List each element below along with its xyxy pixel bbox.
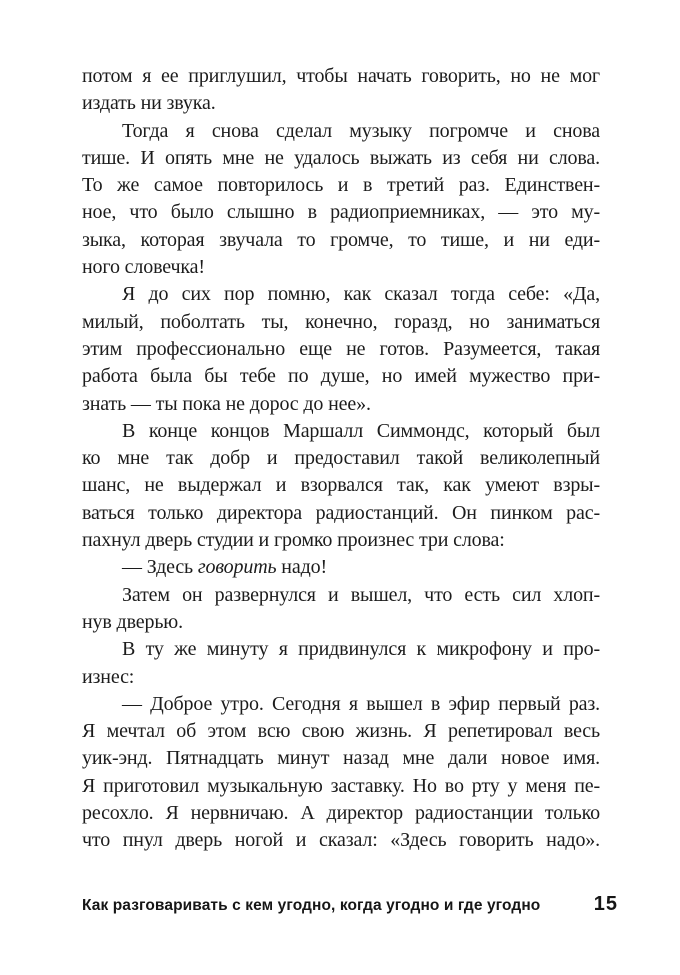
text-line: ко мне так добр и предоставил такой великолепный [82, 447, 600, 470]
paragraph [82, 118, 600, 282]
text-line: нув дверью. [82, 610, 183, 633]
text-line: милый, поболтать ты, конечно, горазд, но заниматься [82, 310, 600, 333]
paragraph [82, 418, 600, 554]
text-line: ваться только директора радиостанций. Он пинком рас- [82, 501, 600, 524]
text-line: Я приготовил музыкальную заставку. Но во рту у меня пе- [82, 774, 600, 797]
running-title: Как разговаривать с кем угодно, когда угодно и где угодно [82, 897, 541, 914]
text-line: Я до сих пор помню, как сказал тогда себе: «Да, [122, 283, 600, 306]
text-line: что пнул дверь ногой и сказал: «Здесь говорить надо». [82, 829, 600, 852]
text-line: изнес: [82, 665, 135, 688]
text-line: Затем он развернулся и вышел, что есть сил хлоп- [122, 583, 600, 606]
text-line: зыка, которая звучала то громче, то тише, и ни еди- [82, 228, 600, 251]
text-line: Тогда я снова сделал музыку погромче и снова [122, 119, 600, 142]
paragraph [82, 691, 600, 855]
text-line: ресохло. Я нервничаю. А директор радиостанции только [82, 802, 600, 825]
text-line: шанс, не выдержал и взорвался так, как умеют взры- [82, 474, 600, 497]
paragraph [82, 554, 600, 581]
text-line: — Здесь говорить надо! [122, 556, 327, 579]
text-line: пахнул дверь студии и громко произнес три слова: [82, 529, 505, 552]
text-line: ное, что было слышно в радиоприемниках, — это му- [82, 201, 600, 224]
paragraph [82, 281, 600, 417]
paragraph [82, 636, 600, 691]
text-line: работа была бы тебе по душе, но имей мужество при- [82, 365, 600, 388]
text-line: этим профессионально еще не готов. Разумеется, такая [82, 337, 600, 360]
page-body [82, 63, 600, 855]
text-line: знать — ты пока не дорос до нее». [82, 392, 371, 415]
page-number: 15 [593, 893, 618, 915]
text-line: издать ни звука. [82, 92, 216, 115]
paragraph [82, 582, 600, 637]
text-line: В конце концов Маршалл Симмондс, который был [122, 419, 600, 442]
text-line: То же самое повторилось и в третий раз. Единствен- [82, 174, 600, 197]
text-line: — Доброе утро. Сегодня я вышел в эфир первый раз. [122, 692, 600, 715]
paragraph [82, 63, 600, 118]
text-line: Я мечтал об этом всю свою жизнь. Я репетировал весь [82, 720, 600, 743]
text-line: уик-энд. Пятнадцать минут назад мне дали новое имя. [82, 747, 600, 770]
text-line: тише. И опять мне не удалось выжать из себя ни слова. [82, 146, 600, 169]
text-line: ного словечка! [82, 256, 205, 279]
text-line: потом я ее приглушил, чтобы начать говорить, но не мог [82, 65, 600, 87]
text-line: В ту же минуту я придвинулся к микрофону и про- [122, 638, 600, 661]
page-footer [82, 893, 618, 916]
